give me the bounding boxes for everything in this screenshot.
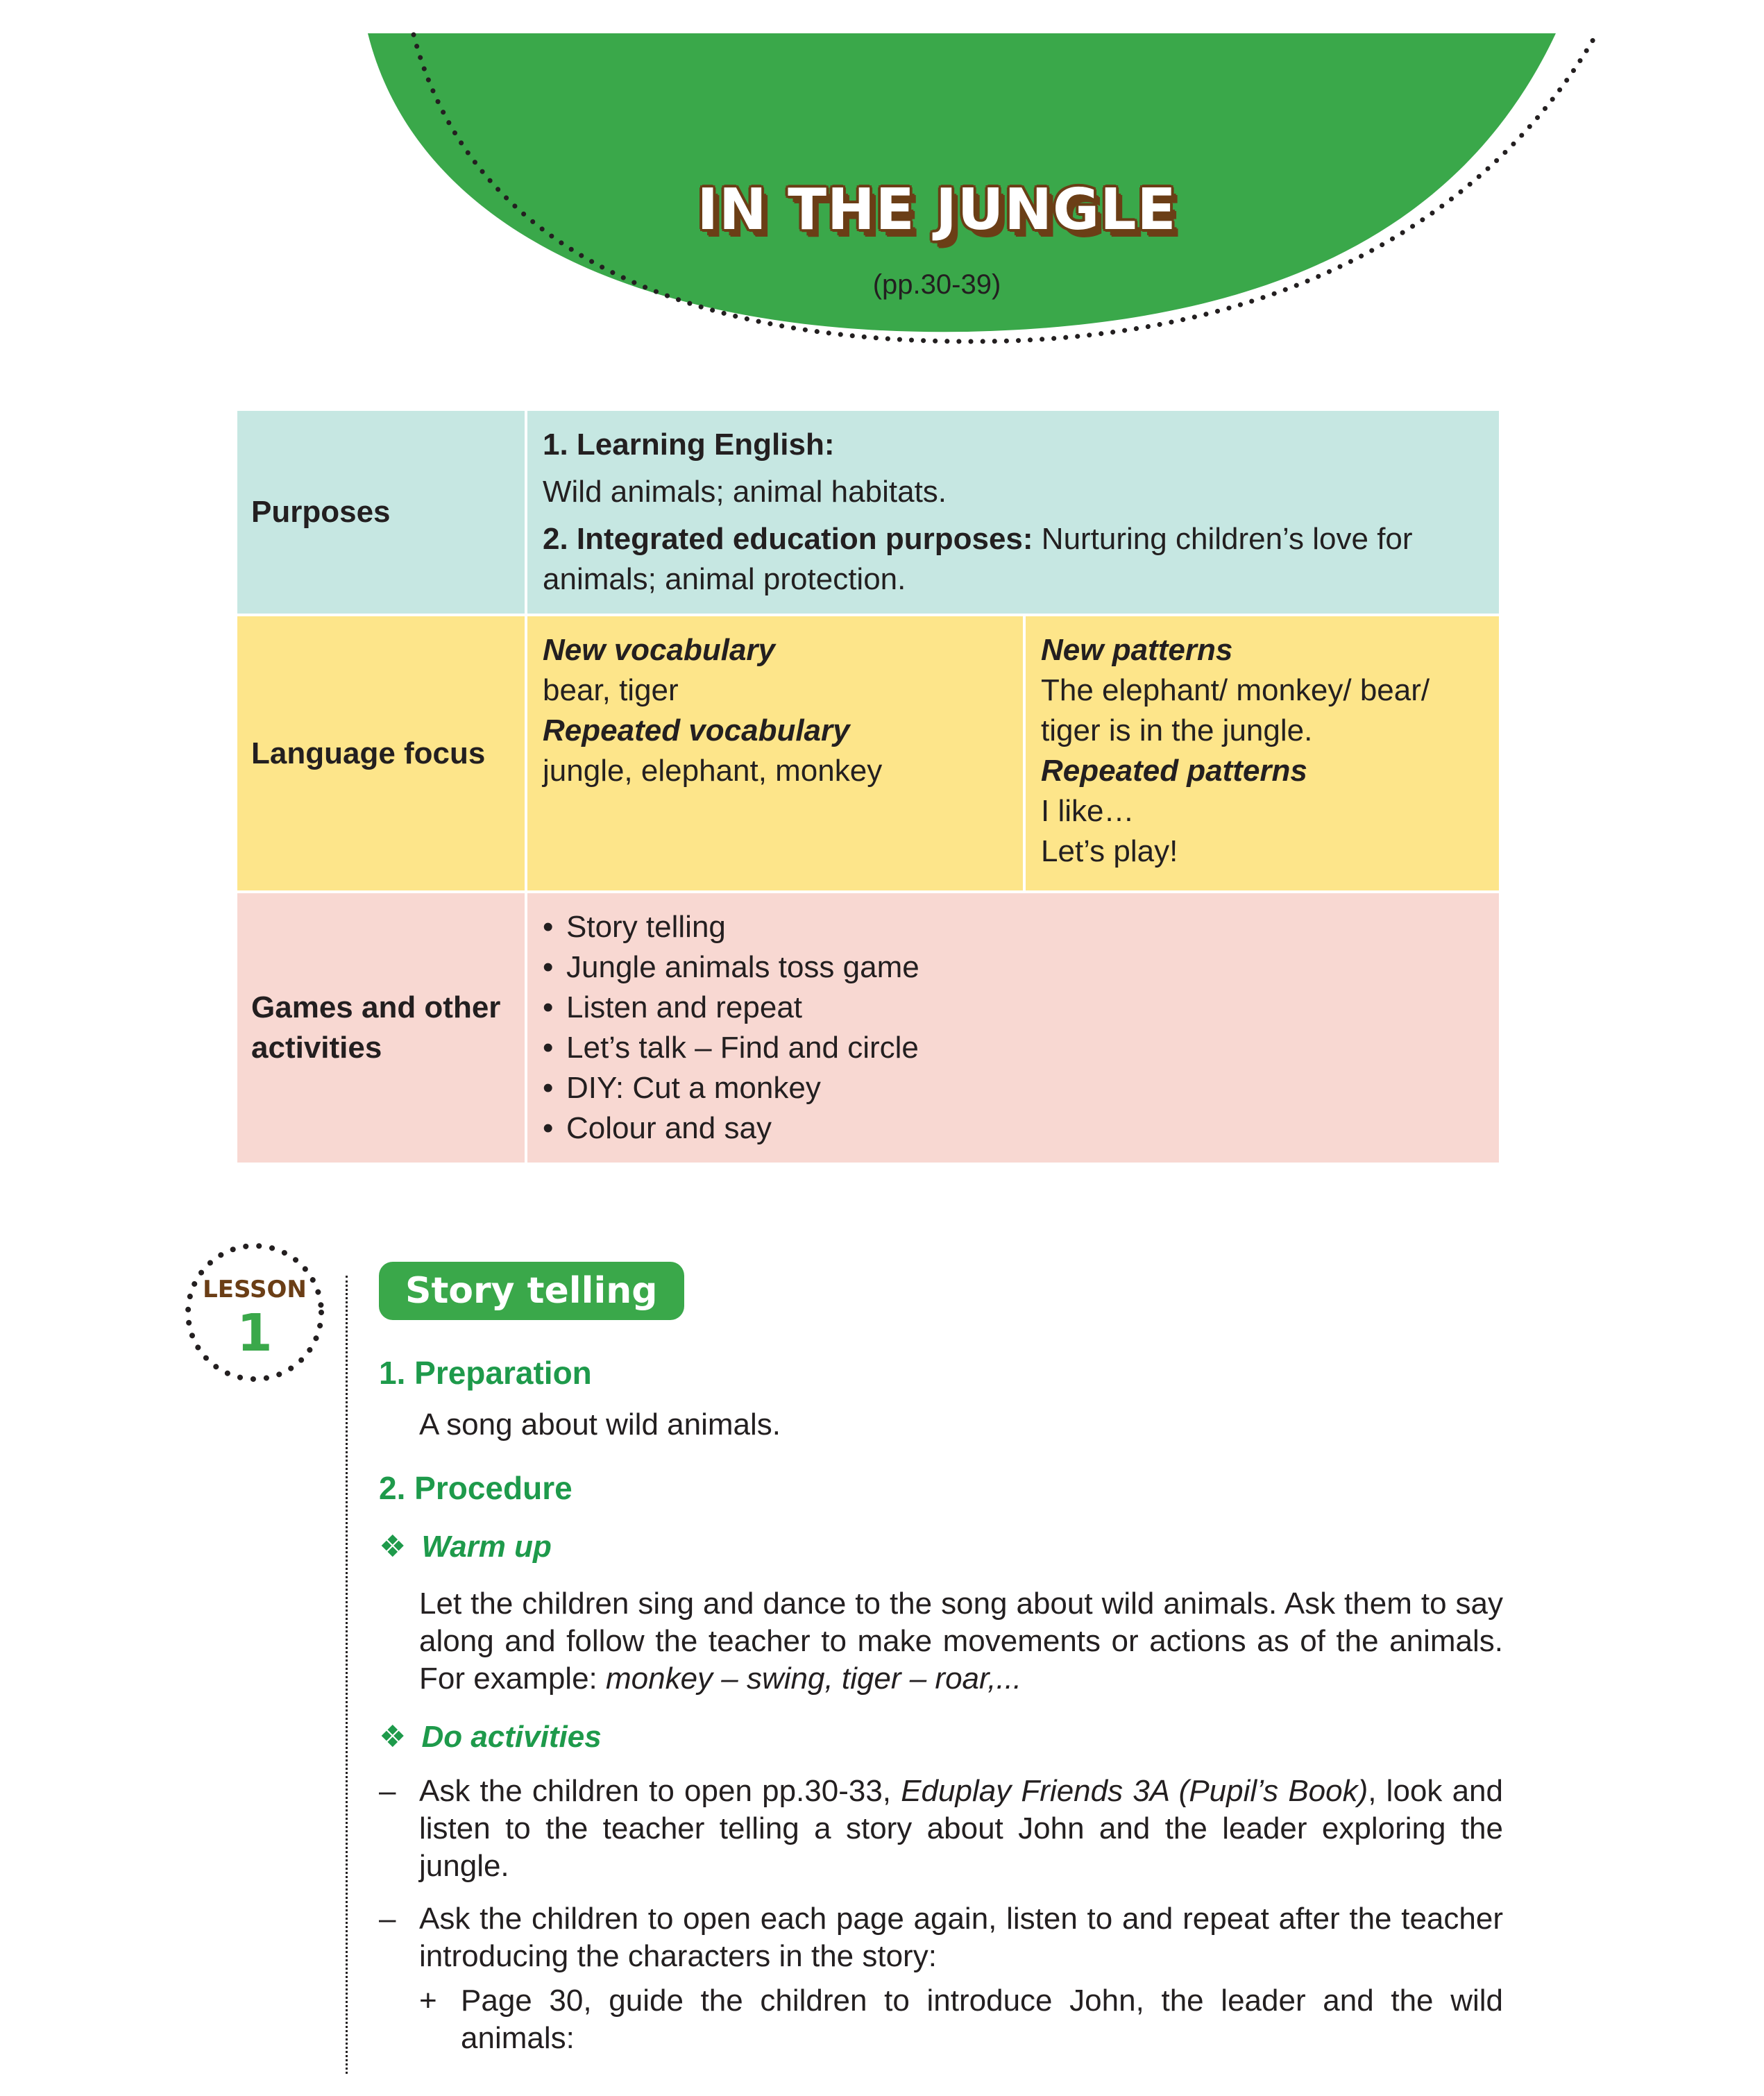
unit-title: IN THE JUNGLE [697, 177, 1177, 243]
repeated-patterns-heading: Repeated patterns [1041, 754, 1307, 788]
activity-item: • DIY: Cut a monkey [543, 1068, 1484, 1108]
activity-substep-1-text: Page 30, guide the children to introduce John, the leader and the wild animals: [461, 1984, 1503, 2055]
lesson-label: LESSON [203, 1276, 307, 1303]
language-focus-label: Language focus [236, 615, 526, 892]
activity-step-2 [379, 1900, 1503, 1975]
dash-marker: – [379, 1902, 396, 1936]
unit-page-range: (pp.30-39) [872, 269, 1001, 300]
activity-step-2-text: Ask the children to open each page again, listen to and repeat after the teacher introducing the characters in the story: [419, 1902, 1503, 1973]
purposes-row [236, 409, 1500, 615]
plus-marker: + [419, 1984, 437, 2018]
games-cell [526, 892, 1500, 1164]
activities-heading [379, 1717, 1503, 1757]
activity-step-1-text-a: Ask the children to open pp.30-33, [419, 1774, 901, 1808]
procedure-heading: 2. Procedure [379, 1470, 573, 1506]
games-row [236, 892, 1500, 1164]
purposes-label: Purposes [236, 409, 526, 615]
purpose-integrated [543, 519, 1484, 600]
preparation-text: A song about wild animals. [419, 1408, 781, 1442]
new-patterns-text: The elephant/ monkey/ bear/ tiger is in the jungle. [1041, 673, 1430, 747]
warmup-example: monkey – swing, tiger – roar,... [605, 1662, 1022, 1696]
activity-item: • Story telling [543, 907, 1484, 947]
activity-item: • Colour and say [543, 1108, 1484, 1149]
book-title: Eduplay Friends 3A (Pupil’s Book) [901, 1774, 1368, 1808]
warmup-text [379, 1585, 1503, 1698]
warmup-heading-text: Warm up [421, 1530, 552, 1564]
new-vocabulary-heading: New vocabulary [543, 633, 776, 667]
unit-overview-table [235, 408, 1502, 1165]
repeated-pattern-2: Let’s play! [1041, 834, 1178, 868]
warmup-heading [379, 1527, 1503, 1567]
new-patterns-heading: New patterns [1041, 633, 1233, 667]
activity-step-1 [379, 1773, 1503, 1885]
activity-item: • Listen and repeat [543, 988, 1484, 1028]
games-label: Games and other activities [236, 892, 526, 1164]
lesson-divider [346, 1276, 348, 2074]
lesson-content [379, 1352, 1503, 2057]
lesson-number: 1 [237, 1303, 273, 1363]
activity-item: • Jungle animals toss game [543, 947, 1484, 988]
activity-substep-1 [379, 1982, 1503, 2057]
purpose-learning-heading: 1. Learning English: [543, 428, 835, 462]
activities-heading-text: Do activities [421, 1720, 602, 1754]
activity-list [543, 907, 1484, 1149]
repeated-vocabulary-list: jungle, elephant, monkey [543, 754, 883, 788]
purposes-cell [526, 409, 1500, 615]
activity-step-1-text-b: , look and listen to the teacher telling a story about John and the leader exploring the jungle. [419, 1774, 1503, 1883]
repeated-pattern-1: I like… [1041, 794, 1135, 828]
section-title-badge: Story telling [379, 1262, 684, 1320]
language-focus-row [236, 615, 1500, 892]
patterns-cell [1024, 615, 1500, 892]
warmup-instructions: Let the children sing and dance to the song about wild animals. Ask them to say along and follow the teacher to make movements or actions as of the animals. For example: [419, 1587, 1503, 1696]
diamond-bullet-icon: ❖ [379, 1720, 407, 1754]
vocabulary-cell [526, 615, 1024, 892]
dash-marker: – [379, 1774, 396, 1808]
purpose-learning-text: Wild animals; animal habitats. [543, 475, 947, 509]
purpose-integrated-text: Nurturing children’s love for animals; animal protection. [543, 522, 1413, 596]
purpose-integrated-heading: 2. Integrated education purposes: [543, 522, 1033, 556]
preparation-heading: 1. Preparation [379, 1355, 592, 1391]
activity-item: • Let’s talk – Find and circle [543, 1028, 1484, 1068]
new-vocabulary-list: bear, tiger [543, 673, 679, 707]
repeated-vocabulary-heading: Repeated vocabulary [543, 713, 850, 747]
diamond-bullet-icon: ❖ [379, 1530, 407, 1564]
